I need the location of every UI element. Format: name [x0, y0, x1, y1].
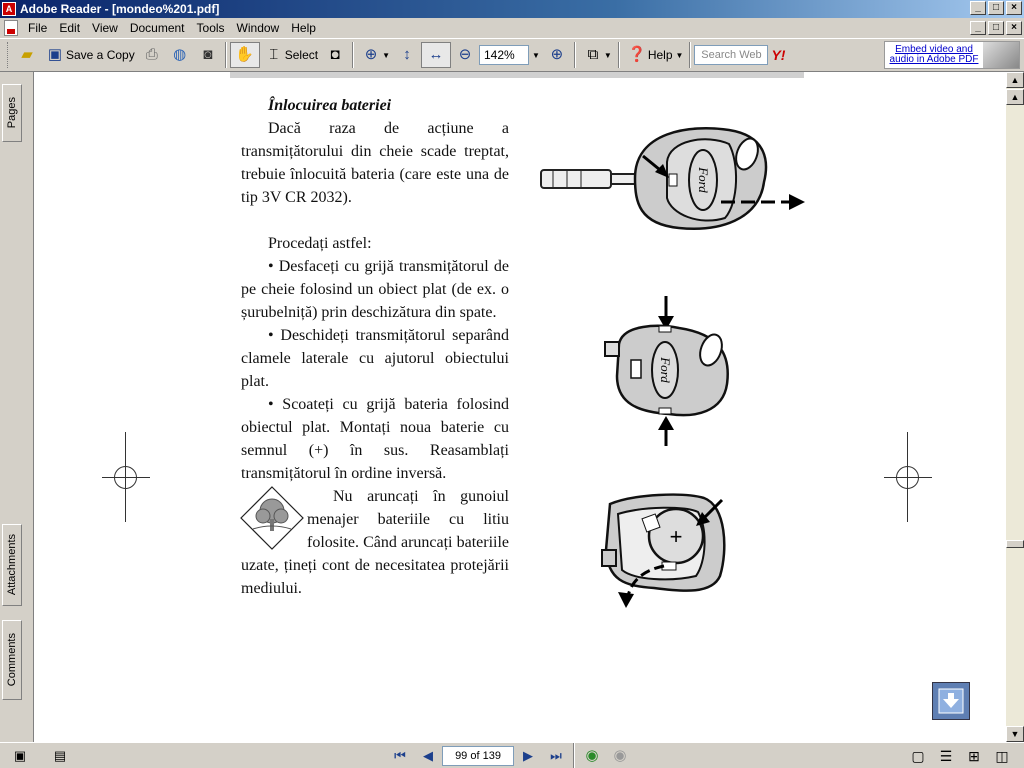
continuous-icon: ☰ — [939, 747, 953, 764]
page-top-edge — [230, 72, 804, 78]
chevron-down-icon: ▼ — [382, 50, 390, 60]
first-page-button[interactable] — [386, 743, 414, 768]
navigation-pane — [0, 72, 24, 742]
facing-pages-icon: ⊞ — [968, 747, 980, 764]
menu-file[interactable]: File — [28, 21, 48, 35]
tab-pages-label: Pages — [6, 97, 18, 129]
zoom-dropdown[interactable] — [529, 42, 543, 68]
pane-splitter[interactable] — [24, 72, 34, 742]
scroll-page-up-button[interactable]: ▲ — [1006, 89, 1024, 105]
single-page-view-button[interactable] — [904, 743, 932, 768]
menu-document[interactable]: Document — [129, 21, 185, 35]
help-button[interactable] — [623, 42, 687, 68]
document-icon[interactable] — [4, 20, 18, 36]
section-heading: Înlocuirea bateriei — [268, 97, 392, 114]
zoom-in-icon: ⊕ — [550, 46, 564, 63]
facing-view-button[interactable] — [960, 743, 988, 768]
first-page-icon: ⏮ — [394, 747, 406, 763]
chevron-down-icon: ▼ — [675, 50, 684, 60]
next-page-float-button[interactable] — [932, 682, 970, 720]
separator — [573, 743, 575, 768]
separator — [352, 42, 354, 68]
scroll-up-button[interactable]: ▲ — [1006, 72, 1024, 88]
back-arrow-icon: ◉ — [585, 746, 599, 764]
next-view-button[interactable] — [606, 743, 634, 768]
single-page-icon: ▢ — [911, 747, 925, 764]
adobe-reader-icon: A — [2, 2, 16, 16]
menu-tools[interactable]: Tools — [196, 21, 225, 35]
ford-logo-text: Ford — [696, 167, 711, 193]
paragraph-intro: Dacă raza de acțiune a transmițătorului din cheie scade treptat, trebuie înlocuită bateria (care este una de tip 3V CR 2032). — [241, 120, 509, 206]
bullet-step-1: • Desfaceți cu grijă transmițătorul de pe cheie folosind un obiect plat (de ex. o șurubelniță) prin deschizătura din spate. — [241, 258, 509, 321]
bullet-step-3: • Scoateți cu grijă bateria folosind obiectul plat. Montați noua baterie cu semnul (+) în sus. Reasamblați transmițătorul în ordine inversă. — [241, 396, 509, 482]
registration-mark-left — [102, 432, 150, 522]
printer-icon: ⎙ — [145, 46, 158, 63]
help-icon: ❓ — [627, 46, 647, 63]
separator — [689, 42, 691, 68]
paragraph-procedure: Procedați astfel: — [268, 235, 372, 252]
vertical-scrollbar[interactable] — [1006, 72, 1024, 742]
arrow-down-icon — [938, 688, 964, 714]
minimize-button[interactable]: _ — [970, 1, 986, 15]
save-copy-button[interactable] — [41, 42, 138, 68]
previous-view-button[interactable] — [578, 743, 606, 768]
select-tool-button[interactable] — [260, 42, 321, 68]
scroll-thumb[interactable] — [1006, 540, 1024, 548]
page-options-button[interactable] — [46, 743, 74, 768]
magnifier-plus-icon: ⊕ — [364, 46, 378, 63]
doc-minimize-button[interactable]: _ — [970, 21, 986, 35]
key-removal-illustration — [539, 122, 809, 234]
menu-help[interactable]: Help — [291, 21, 316, 35]
help-label: Help — [647, 48, 673, 62]
page-number-input[interactable]: 99 of 139 — [442, 746, 514, 766]
doc-close-button[interactable]: × — [1006, 21, 1022, 35]
menu-edit[interactable]: Edit — [59, 21, 81, 35]
forward-arrow-icon: ◉ — [613, 746, 627, 764]
next-page-button[interactable] — [514, 743, 542, 768]
globe-email-icon: ◍ — [173, 46, 187, 63]
battery-removal-illustration — [594, 490, 734, 610]
yahoo-logo: Y! — [771, 47, 786, 63]
separator — [225, 42, 227, 68]
zoom-out-icon: ⊖ — [458, 46, 472, 63]
ad-line-2: audio in Adobe PDF — [889, 54, 979, 65]
previous-page-icon: ◀ — [423, 747, 433, 763]
separator — [574, 42, 576, 68]
rotate-pages-icon: ⧉ — [587, 46, 599, 63]
search-web-input[interactable]: Search Web — [694, 45, 768, 65]
binoculars-icon: ◙ — [203, 46, 213, 63]
fit-page-icon: ↕ — [403, 46, 411, 63]
scroll-down-button[interactable]: ▼ — [1006, 726, 1024, 742]
toggle-nav-pane-button[interactable] — [6, 743, 34, 768]
continuous-facing-view-button[interactable] — [988, 743, 1016, 768]
rotate-button[interactable] — [579, 42, 615, 68]
close-button[interactable]: × — [1006, 1, 1022, 15]
chevron-down-icon: ▼ — [603, 50, 612, 60]
zoom-input[interactable]: 142% — [479, 45, 529, 65]
registration-mark-right — [884, 432, 932, 522]
select-label: Select — [284, 48, 319, 62]
ad-banner[interactable] — [884, 41, 1020, 69]
tab-comments-label: Comments — [6, 633, 18, 687]
environment-tree-icon — [239, 485, 305, 551]
zoom-tool-button[interactable] — [357, 42, 393, 68]
ad-line-1: Embed video and — [895, 44, 973, 55]
hand-icon: ✋ — [235, 46, 255, 63]
last-page-button[interactable] — [542, 743, 570, 768]
folder-open-icon: ▰ — [21, 46, 33, 63]
tab-pages[interactable] — [2, 84, 22, 142]
menu-window[interactable]: Window — [236, 21, 280, 35]
bullet-step-2: • Deschideți transmițătorul separând clamele laterale cu ajutorul obiectului plat. — [241, 327, 509, 390]
ford-logo-text: Ford — [658, 357, 673, 383]
transmitter-clips-illustration — [599, 294, 739, 450]
email-button[interactable] — [166, 42, 194, 68]
next-page-icon: ▶ — [523, 747, 533, 763]
panel-icon: ▣ — [13, 747, 27, 763]
save-copy-label: Save a Copy — [66, 48, 135, 62]
search-button[interactable] — [194, 42, 222, 68]
separator — [618, 42, 620, 68]
doc-restore-button[interactable]: □ — [988, 21, 1004, 35]
text-column — [241, 94, 509, 600]
maximize-button[interactable]: □ — [988, 1, 1004, 15]
title-bar — [0, 0, 1024, 18]
zoom-out-button[interactable] — [451, 42, 479, 68]
hand-tool-button[interactable] — [230, 42, 260, 68]
window-title: Adobe Reader - [mondeo%201.pdf] — [20, 2, 220, 16]
snapshot-button[interactable] — [321, 42, 349, 68]
camera-icon: ◘ — [330, 46, 340, 63]
last-page-icon: ⏭ — [550, 747, 562, 763]
print-button[interactable] — [138, 42, 166, 68]
zoom-in-button[interactable] — [543, 42, 571, 68]
ad-text[interactable] — [885, 45, 983, 65]
tab-attachments-label: Attachments — [6, 534, 18, 596]
toolbar-grip[interactable] — [7, 42, 10, 68]
open-button[interactable] — [13, 42, 41, 68]
fit-width-button[interactable] — [421, 42, 451, 68]
menu-bar — [0, 18, 1024, 38]
text-cursor-icon: ⌶ — [269, 46, 279, 63]
environment-note: Nu aruncați în gunoiul menajer bateriile cu litiu folosite. Când aruncați bateriile uzate, țineți cont de necesitatea protejării mediului. — [241, 488, 509, 597]
floppy-disk-icon: ▣ — [47, 46, 63, 63]
previous-page-button[interactable] — [414, 743, 442, 768]
tab-attachments[interactable] — [2, 524, 22, 606]
chevron-down-icon: ▼ — [532, 50, 540, 60]
document-viewer[interactable] — [34, 72, 1006, 742]
toolbar — [0, 38, 1024, 72]
menu-view[interactable]: View — [92, 21, 118, 35]
fit-width-icon: ↔ — [428, 46, 444, 63]
battery-plus-sign: + — [669, 524, 683, 549]
status-bar — [0, 742, 1024, 768]
fit-page-button[interactable] — [393, 42, 421, 68]
continuous-view-button[interactable] — [932, 743, 960, 768]
adobe-logo-icon — [983, 42, 1019, 68]
continuous-facing-icon: ◫ — [995, 747, 1009, 764]
tab-comments[interactable] — [2, 620, 22, 700]
page-icon: ▤ — [53, 747, 67, 763]
yahoo-button[interactable] — [768, 42, 788, 68]
